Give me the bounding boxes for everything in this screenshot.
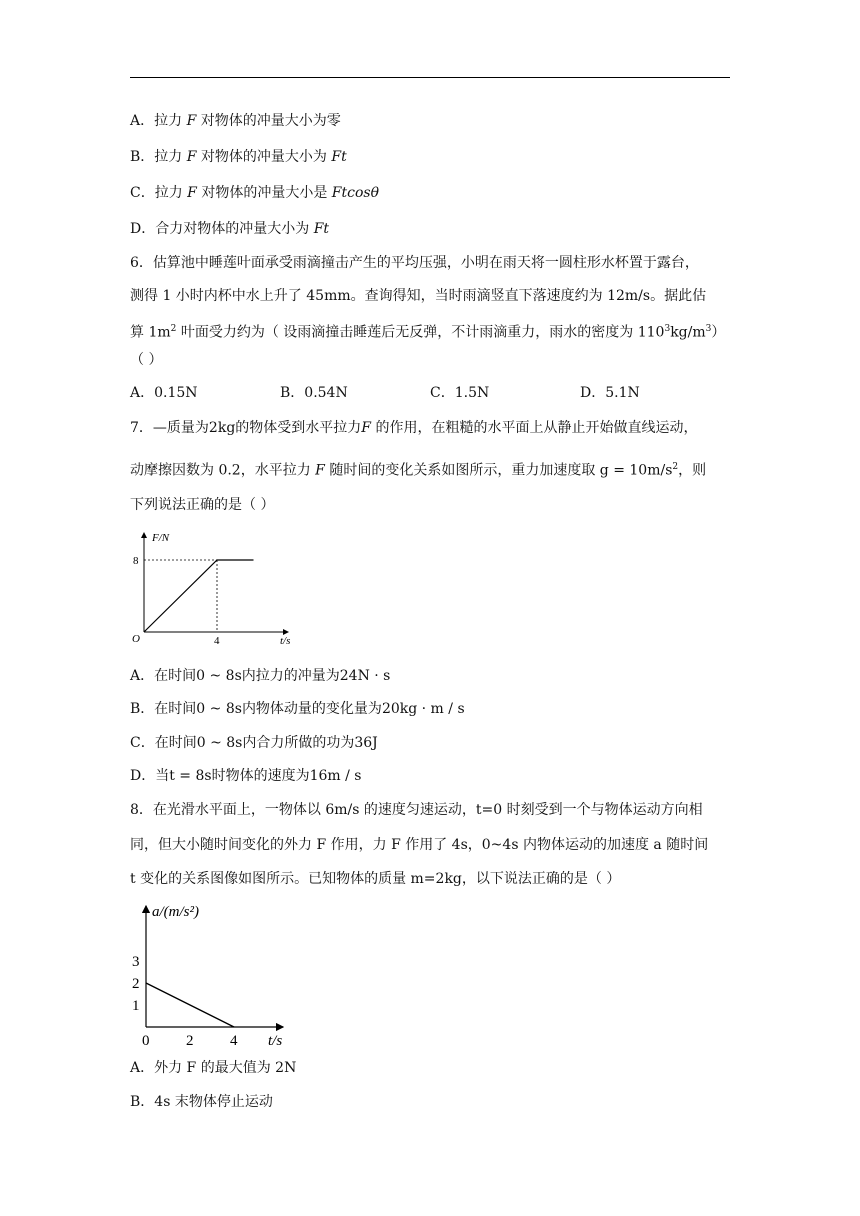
q7-option-d: D．当t = 8s时物体的速度为16m / s [130, 768, 362, 784]
q6-options [130, 383, 730, 403]
x-tick-label: 0 [142, 1033, 150, 1049]
q6-text-line-3: 算 $1m^2$ 叶面受力约为（ 设雨滴撞击睡莲后无反弹，不计雨滴重力，雨水的密度为 $110^3kg/m^3$） [130, 324, 726, 341]
q8-text-line-3: t 变化的关系图像如图所示。已知物体的质量 m=2kg，以下说法正确的是（ ） [130, 871, 621, 887]
q6-option-b: B．0.54N [280, 385, 348, 401]
q6-text-line-1: 6．估算池中睡莲叶面承受雨滴撞击产生的平均压强，小明在雨天将一圆柱形水杯置于露台， [130, 255, 699, 271]
x-tick-label: 4 [230, 1033, 238, 1049]
q7-force-time-graph [128, 528, 308, 646]
q8-option-a: A．外力 F 的最大值为 2N [130, 1060, 297, 1076]
series-line [146, 983, 234, 1027]
q5-option-a: A．拉力 F 对物体的冲量大小为零 [130, 113, 341, 129]
x-tick-label: 2 [186, 1033, 194, 1049]
header-rule [130, 77, 730, 78]
q5-option-b: B．拉力 F 对物体的冲量大小为 Ft [130, 149, 347, 165]
y-axis-label: a/(m/s²) [152, 904, 199, 920]
q7-option-b: B．在时间0 ~ 8s内物体动量的变化量为20kg · m / s [130, 701, 465, 717]
q6-option-a: A．0.15N [130, 385, 198, 401]
origin-label: O [132, 633, 140, 645]
q6-option-d: D．5.1N [580, 385, 640, 401]
series-line [144, 560, 254, 632]
x-tick-label: 4 [214, 635, 220, 646]
q6-answer-brackets: （ ） [130, 352, 163, 368]
q6-text-line-2: 测得 1 小时内杯中水上升了 45mm。查询得知，当时雨滴竖直下落速度约为 12m/s。据此估 [130, 288, 707, 304]
q7-text-line-3: 下列说法正确的是（ ） [130, 497, 275, 513]
q7-option-c: C．在时间0 ~ 8s内合力所做的功为36J [130, 735, 378, 751]
q5-option-d: D．合力对物体的冲量大小为 Ft [130, 221, 330, 237]
x-axis-label: t/s [268, 1033, 283, 1049]
y-axis-label: F/N [152, 532, 170, 544]
q7-text-line-2: 动摩擦因数为 0.2，水平拉力 F 随时间的变化关系如图所示，重力加速度取 $g = 10m/s^2$，则 [130, 462, 707, 479]
q5-option-c: C．拉力 F 对物体的冲量大小是 Ftcosθ [130, 185, 380, 201]
y-tick-label: 1 [132, 998, 140, 1014]
x-axis-label: t/s [280, 635, 291, 646]
q8-acceleration-time-graph [128, 900, 308, 1050]
q6-option-c: C．1.5N [430, 385, 490, 401]
y-tick-label: 8 [133, 555, 139, 567]
q8-text-line-1: 8．在光滑水平面上，一物体以 6m/s 的速度匀速运动，t=0 时刻受到一个与物体运动方向相 [130, 802, 703, 818]
q8-text-line-2: 同，但大小随时间变化的外力 F 作用，力 F 作用了 4s，0~4s 内物体运动的加速度 a 随时间 [130, 837, 709, 853]
y-tick-label: 3 [132, 954, 140, 970]
q7-option-a: A．在时间0 ~ 8s内拉力的冲量为24N · s [130, 668, 391, 684]
y-tick-label: 2 [132, 976, 140, 992]
q7-text-line-1: 7．—质量为2kg的物体受到水平拉力F 的作用，在粗糙的水平面上从静止开始做直线运动， [130, 420, 698, 436]
q8-option-b: B．4s 末物体停止运动 [130, 1094, 273, 1110]
